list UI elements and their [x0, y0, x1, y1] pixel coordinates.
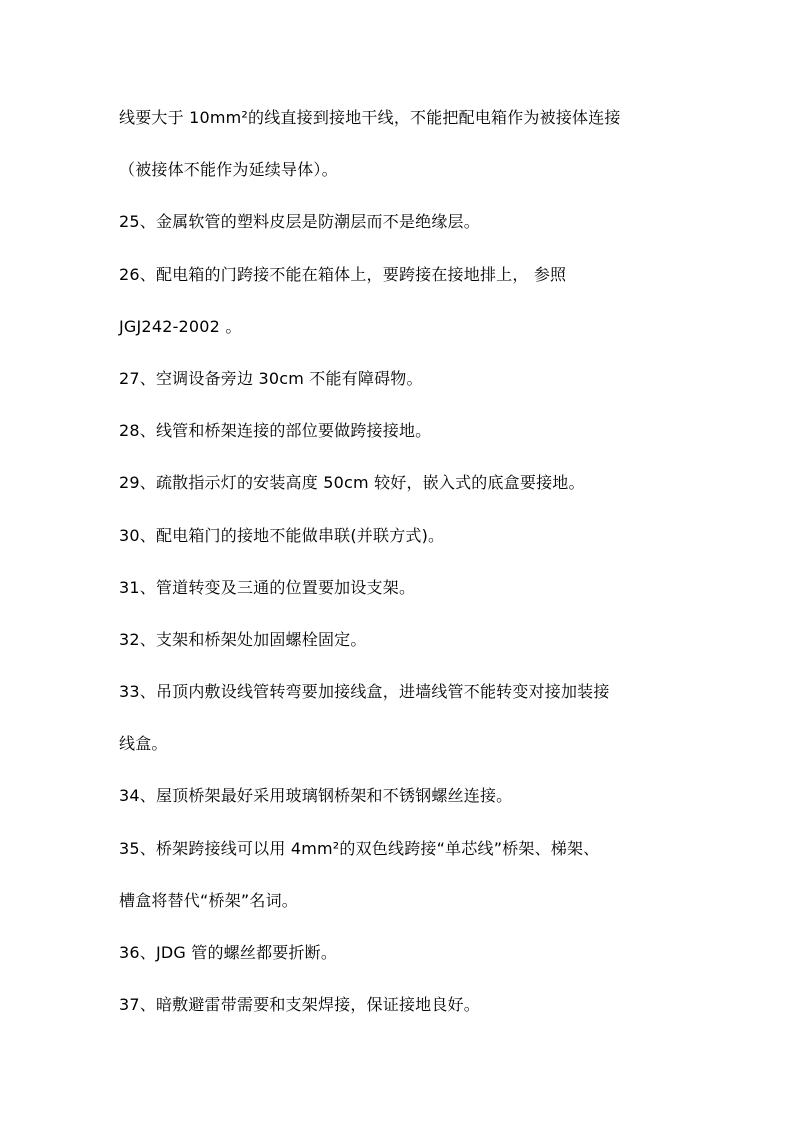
item-26: 26、配电箱的门跨接不能在箱体上，要跨接在接地排上， 参照: [119, 264, 567, 284]
text-line-1: 线要大于 10mm²的线直接到接地干线，不能把配电箱作为被接体连接: [119, 108, 621, 127]
text-line-2: （被接体不能作为延续导体）。: [119, 160, 338, 180]
document-body: [119, 101, 679, 1040]
item-29: 29、疏散指示灯的安装高度 50cm 较好，嵌入式的底盒要接地。: [119, 473, 585, 493]
item-30: 30、配电箱门的接地不能做串联(并联方式)。: [119, 525, 445, 545]
item-35: 35、桥架跨接线可以用 4mm²的双色线跨接“单芯线”桥架、梯架、: [119, 838, 600, 858]
item-27: 27、空调设备旁边 30cm 不能有障碍物。: [119, 368, 423, 388]
item-36: 36、JDG 管的螺丝都要折断。: [119, 943, 338, 962]
item-32: 32、支架和桥架处加固螺栓固定。: [119, 629, 367, 649]
item-31: 31、管道转变及三通的位置要加设支架。: [119, 577, 416, 597]
item-28: 28、线管和桥架连接的部位要做跨接接地。: [119, 421, 432, 441]
item-25: 25、金属软管的塑料皮层是防潮层而不是绝缘层。: [119, 212, 480, 232]
item-37: 37、暗敷避雷带需要和支架焊接，保证接地良好。: [119, 995, 480, 1015]
item-26-continuation: JGJ242-2002 。: [119, 316, 242, 336]
item-35-continuation: 槽盒将替代“桥架”名词。: [119, 890, 298, 910]
item-34: 34、屋顶桥架最好采用玻璃钢桥架和不锈钢螺丝连接。: [119, 786, 513, 806]
item-33: 33、吊顶内敷设线管转弯要加接线盒，进墙线管不能转变对接加装接: [119, 682, 610, 702]
item-33-continuation: 线盒。: [119, 734, 168, 754]
